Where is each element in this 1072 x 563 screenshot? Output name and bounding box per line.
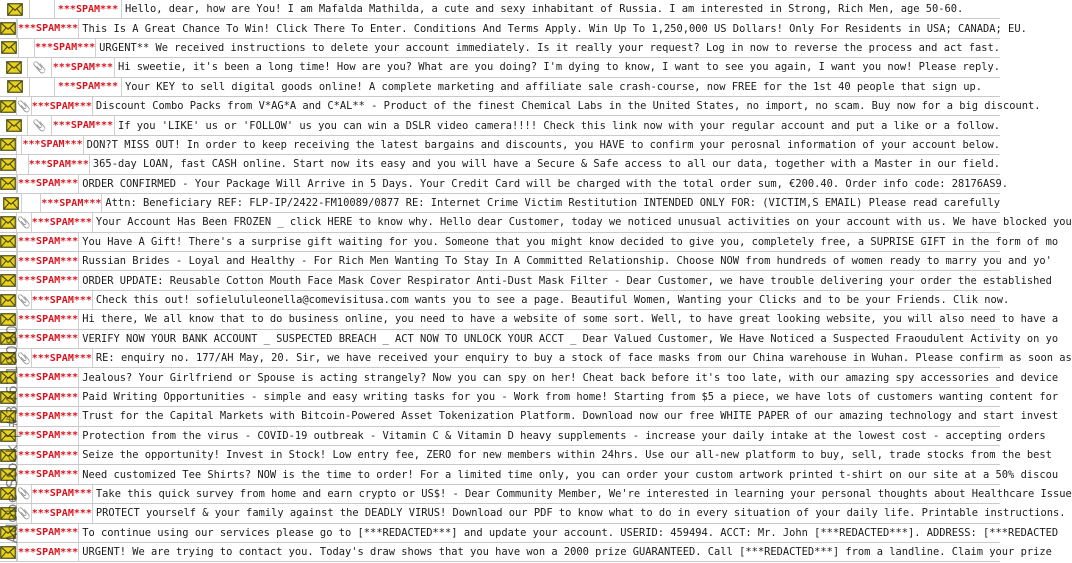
envelope-icon [6, 119, 22, 132]
message-subject: Hi there, We all know that to do business online, you need to have a website of some sort. Well, to have great looking website, you will also need to have a [82, 313, 1059, 326]
spam-tag: ***SPAM*** [18, 19, 79, 37]
message-row[interactable] [0, 349, 1072, 368]
envelope-cell [0, 116, 28, 134]
message-row[interactable] [0, 116, 1000, 135]
message-subject: Paid Writing Opportunities - simple and easy writing tasks for you - Work from home! Starting from $5 a piece, we have lots of customers wanting content for [82, 391, 1059, 403]
spam-tag: ***SPAM*** [32, 291, 93, 309]
spam-tag: ***SPAM*** [32, 349, 93, 367]
envelope-icon [0, 526, 16, 539]
message-subject: Your Account Has Been FROZEN _ click HERE to know why. Hello dear Customer, today we noticed unusual activities on your account with us. We have blocked you [95, 216, 1072, 229]
message-row[interactable] [0, 291, 1010, 310]
envelope-icon [0, 158, 16, 171]
message-row[interactable] [0, 39, 1000, 58]
message-subject: Jealous? Your Girlfriend or Spouse is acting strangely? Now you can spy on her! Cheat back before it's too late, with our amazing spy accessories and device [82, 371, 1059, 384]
message-subject: ORDER UPDATE: Reusable Cotton Mouth Face Mask Cover Respirator Anti-Dust Mask Filter - Dear Customer, we have trouble delivering your order the established [82, 274, 1052, 287]
watermark-text: Adobe Stock | #346219080 [3, 324, 21, 544]
spam-tag: ***SPAM*** [18, 388, 79, 406]
attachment-cell [17, 349, 32, 367]
message-subject: PROTECT yourself & your family against the DEADLY VIRUS! Download our PDF to know what to do in every situation of your daily life. Printable instructions. [95, 507, 1066, 520]
paperclip-icon: 📎 [17, 351, 31, 365]
paperclip-icon: 📎 [32, 119, 47, 133]
paperclip-icon: 📎 [17, 99, 31, 113]
message-subject: Check this out! sofielululeonella@comevisitusa.com wants you to see a page. Beautiful Women, Wanting your Clicks and to be your Friends. Clik now. [95, 294, 1010, 307]
attachment-cell [28, 58, 52, 76]
paperclip-icon: 📎 [32, 60, 47, 74]
spam-tag: ***SPAM*** [55, 78, 122, 96]
message-subject: Take this quick survey from home and earn crypto or US$! - Dear Community Member, We're interested in learning your personal thoughts about Healthcare Issue [95, 487, 1072, 500]
envelope-icon [7, 80, 23, 93]
envelope-icon [0, 507, 16, 520]
message-subject: DON?T MISS OUT! In order to keep receiving the latest bargains and discounts, you HAVE to confirm your perosnal information of your account below. [86, 138, 1000, 151]
envelope-cell [0, 543, 17, 561]
attachment-cell [28, 116, 52, 134]
envelope-icon [0, 352, 16, 365]
envelope-icon [0, 255, 16, 268]
message-subject: You Have A Gift! There's a surprise gift waiting for you. Someone that you might know decided to give you, completely free, a SUPRISE GIFT in the form of mo [82, 235, 1059, 248]
envelope-icon [0, 100, 16, 113]
message-subject: Attn: Beneficiary REF: FLP-IP/2422-FM10089/0877 RE: Internet Crime Victim Restitution INTENDED ONLY FOR: (VICTIM,S EMAIL) Please read carefully [105, 197, 1000, 210]
paperclip-icon: 📎 [17, 215, 31, 229]
attachment-cell [17, 97, 32, 115]
spam-tag: ***SPAM*** [52, 58, 115, 76]
envelope-icon [0, 410, 16, 423]
envelope-cell [0, 136, 17, 154]
message-row[interactable] [0, 19, 1027, 38]
envelope-icon [0, 294, 16, 307]
envelope-cell [0, 427, 17, 445]
paperclip-icon: 📎 [17, 506, 31, 520]
message-subject: Hello, dear, how are You! I am Mafalda Mathilda, a cute and sexy inhabitant of Russia. I am interested in Strong, Rich Men, age 50-60. [125, 3, 964, 16]
spam-tag: ***SPAM*** [35, 39, 96, 57]
spam-tag: ***SPAM*** [52, 116, 115, 134]
envelope-icon [0, 22, 16, 35]
envelope-cell [0, 388, 17, 406]
message-row[interactable] [0, 155, 1000, 174]
envelope-cell [0, 330, 17, 348]
envelope-cell [0, 407, 17, 425]
attachment-cell [19, 39, 35, 57]
spam-tag: ***SPAM*** [18, 543, 79, 561]
envelope-icon [1, 41, 17, 54]
envelope-icon [0, 177, 16, 190]
spam-tag: ***SPAM*** [55, 0, 122, 18]
message-subject: Trust for the Capital Markets with Bitcoin-Powered Asset Tokenization Platform. Download now our free WHITE PAPER of our amazing technology and start invest [82, 410, 1059, 423]
spam-tag: ***SPAM*** [18, 368, 79, 386]
message-subject: Protection from the virus - COVID-19 outbreak - Vitamin C & Vitamin D heavy supplements - increase your daily intake at the lowest cost - accepting orders [82, 429, 1046, 442]
spam-tag: ***SPAM*** [22, 136, 83, 154]
message-subject: VERIFY NOW YOUR BANK ACCOUNT _ SUSPECTED BREACH _ ACT NOW TO UNLOCK YOUR ACCT _ Dear Valued Customer, We Have Noticed a Suspected Fraoudulent Activity on yo [82, 332, 1059, 345]
spam-tag: ***SPAM*** [32, 485, 93, 503]
message-subject: Seize the opportunity! Invest in Stock! Low entry fee, ZERO for new members within 24hrs. Use our all-new platform to buy, sell, trade stocks from the best [82, 449, 1052, 462]
envelope-icon [0, 138, 16, 151]
message-subject: Discount Combo Packs from V*AG*A and C*AL** - Product of the finest Chemical Labs in the United States, no import, no scam. Buy now for a big discount. [95, 100, 1041, 113]
spam-tag: ***SPAM*** [18, 330, 79, 348]
spam-tag: ***SPAM*** [29, 155, 90, 173]
paperclip-icon: 📎 [17, 293, 31, 307]
envelope-icon [0, 371, 16, 384]
envelope-cell [0, 504, 17, 522]
message-row[interactable] [0, 0, 1000, 19]
envelope-cell [0, 271, 17, 289]
envelope-icon [0, 468, 16, 481]
message-row[interactable] [0, 271, 1052, 290]
envelope-cell [0, 39, 19, 57]
message-row[interactable] [0, 388, 1059, 407]
message-subject: Need customized Tee Shirts? NOW is the time to order! For a limited time only, you can order your custom artwork printed t-shirt on our site at a 50% discou [82, 468, 1059, 481]
spam-tag: ***SPAM*** [18, 524, 79, 542]
message-subject: URGENT** We received instructions to delete your account immediately. Is it really your request? Log in now to reverse the process and act fast. [99, 41, 1000, 54]
message-row[interactable] [0, 310, 1059, 329]
envelope-cell [0, 19, 17, 37]
message-row[interactable] [0, 427, 1046, 446]
envelope-icon [0, 313, 16, 326]
envelope-cell [0, 252, 17, 270]
envelope-cell [0, 368, 17, 386]
message-subject: Hi sweetie, it's been a long time! How are you? What are you doing? I'm dying to know, I want to see you again, I want you now! Please reply. [117, 61, 1000, 74]
envelope-icon [0, 274, 16, 287]
envelope-cell [0, 78, 30, 96]
envelope-icon [0, 391, 16, 404]
message-row[interactable] [0, 446, 1052, 465]
message-subject: This Is A Great Chance To Win! Click There To Enter. Conditions And Terms Apply. Win Up To 1,250,000 US Dollars! Only For Residents in USA; CANADA; EU. [82, 22, 1027, 35]
spam-tag: ***SPAM*** [32, 213, 93, 231]
spam-tag: ***SPAM*** [41, 194, 102, 212]
message-subject: If you 'LIKE' us or 'FOLLOW' us you can win a DSLR video camera!!!! Check this link now with your regular account and put a like or a follow. [117, 119, 1000, 132]
message-subject: Your KEY to sell digital goods online! A complete marketing and affiliate sale crash-course, now FREE for the 1st 40 people that sign up. [125, 80, 983, 93]
envelope-cell [0, 485, 17, 503]
spam-tag: ***SPAM*** [18, 407, 79, 425]
spam-tag: ***SPAM*** [18, 427, 79, 445]
message-row[interactable] [0, 213, 1072, 232]
message-row[interactable] [0, 78, 1000, 97]
message-row[interactable] [0, 58, 1000, 77]
attachment-cell [17, 291, 32, 309]
message-row[interactable] [0, 194, 1000, 213]
attachment-cell [17, 213, 32, 231]
message-row[interactable] [0, 485, 1072, 504]
message-row[interactable] [0, 368, 1059, 387]
envelope-icon [6, 61, 22, 74]
spam-tag: ***SPAM*** [32, 504, 93, 522]
attachment-cell [30, 78, 55, 96]
message-row[interactable] [0, 233, 1059, 252]
envelope-cell [0, 233, 17, 251]
envelope-icon [0, 449, 16, 462]
attachment-cell [17, 504, 32, 522]
message-row[interactable] [0, 330, 1059, 349]
envelope-cell [0, 58, 28, 76]
message-row[interactable] [0, 524, 1059, 543]
spam-tag: ***SPAM*** [32, 97, 93, 115]
envelope-icon [3, 197, 19, 210]
spam-tag: ***SPAM*** [18, 271, 79, 289]
message-row[interactable] [0, 465, 1059, 484]
attachment-cell [17, 155, 29, 173]
spam-tag: ***SPAM*** [18, 310, 79, 328]
envelope-cell [0, 465, 17, 483]
envelope-cell [0, 97, 17, 115]
envelope-cell [0, 155, 17, 173]
envelope-cell [0, 213, 17, 231]
spam-tag: ***SPAM*** [18, 446, 79, 464]
message-subject: URGENT! We are trying to contact you. Today's draw shows that you have won a 2000 prize GUARANTEED. Call [***REDACTED***] from a landline. Claim your prize [82, 546, 1052, 559]
message-subject: RE: enquiry no. 177/AH May, 20. Sir, we have received your enquiry to buy a stock of face masks from our China warehouse in Wuhan. Please confirm as soon as [95, 352, 1072, 365]
message-row[interactable] [0, 252, 1052, 271]
envelope-cell [0, 175, 17, 193]
spam-tag: ***SPAM*** [18, 175, 79, 193]
envelope-cell [0, 310, 17, 328]
attachment-cell [30, 0, 55, 18]
envelope-icon [0, 235, 16, 248]
spam-tag: ***SPAM*** [18, 233, 79, 251]
envelope-icon [0, 216, 16, 229]
envelope-icon [0, 332, 16, 345]
spam-tag: ***SPAM*** [18, 465, 79, 483]
attachment-cell [17, 485, 32, 503]
message-subject: ORDER CONFIRMED - Your Package Will Arrive in 5 Days. Your Credit Card will be charged with the total order sum, €200.40. Order info code: 28176AS9. [82, 177, 1009, 190]
envelope-icon [0, 546, 16, 559]
message-row[interactable] [0, 504, 1066, 523]
attachment-cell [22, 194, 41, 212]
message-row[interactable] [0, 97, 1041, 116]
message-subject: Russian Brides - Loyal and Healthy - For Rich Men Wanting To Stay In A Committed Relationship. Choose NOW from hundreds of women ready to marry you and yo' [82, 255, 1052, 268]
envelope-cell [0, 194, 22, 212]
message-row[interactable] [0, 136, 1000, 155]
message-subject: 365-day LOAN, fast CASH online. Start now its easy and you will have a Secure & Safe access to all our data, together with a Master in our field. [92, 158, 1000, 171]
envelope-cell [0, 0, 30, 18]
paperclip-icon: 📎 [17, 487, 31, 501]
message-row[interactable] [0, 407, 1059, 426]
spam-tag: ***SPAM*** [18, 252, 79, 270]
envelope-icon [0, 487, 16, 500]
message-subject: To continue using our services please go to [***REDACTED***] and update your account. USERID: 459494. ACCT: Mr. John [***REDACTED***]. ADDRESS: [***REDACTED [82, 526, 1059, 539]
envelope-cell [0, 349, 17, 367]
envelope-cell [0, 446, 17, 464]
envelope-icon [0, 429, 16, 442]
envelope-cell [0, 291, 17, 309]
envelope-cell [0, 524, 17, 542]
envelope-icon [7, 3, 23, 16]
message-row[interactable] [0, 175, 1009, 194]
message-row[interactable] [0, 543, 1052, 562]
